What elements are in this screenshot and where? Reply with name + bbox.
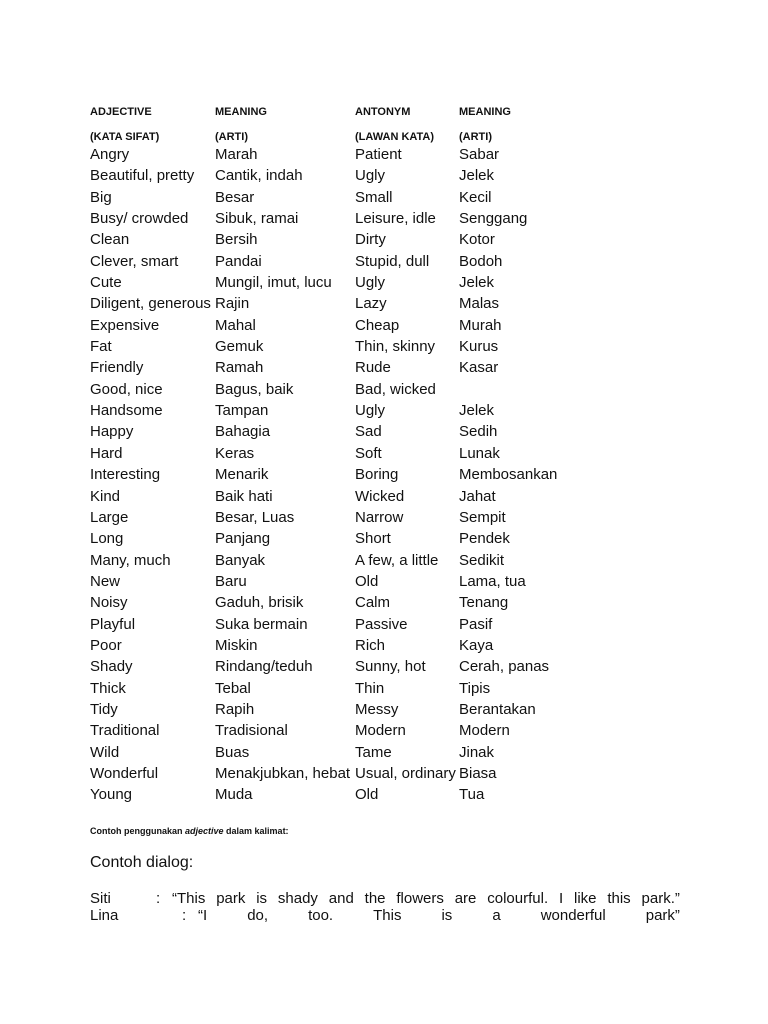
dialog-word: “I — [198, 907, 208, 924]
table-row — [0, 658, 768, 679]
header-antonym: ANTONYM — [355, 106, 411, 118]
antonym-cell: Sad — [355, 423, 382, 441]
dialog-speech — [198, 907, 680, 924]
meaning-cell: Tebal — [215, 679, 251, 697]
header-arti: (ARTI) — [215, 131, 248, 143]
dialog-word: is — [256, 890, 268, 907]
meaning-cell: Cantik, indah — [215, 167, 303, 185]
antonym-meaning-cell: Malas — [459, 295, 500, 313]
table-row — [0, 167, 768, 188]
table-row — [0, 488, 768, 509]
table-row — [0, 552, 768, 573]
antonym-meaning-cell: Modern — [459, 722, 510, 740]
antonym-meaning-cell: Cerah, panas — [459, 658, 550, 676]
antonym-meaning-cell: Tua — [459, 786, 485, 804]
dialog-word: This — [373, 907, 402, 924]
meaning-cell: Pandai — [215, 252, 262, 270]
dialog-word: is — [441, 907, 453, 924]
meaning-cell: Rajin — [215, 295, 250, 313]
antonym-meaning-cell: Kotor — [459, 231, 495, 249]
antonym-meaning-cell: Murah — [459, 316, 502, 334]
header-kata-sifat: (KATA SIFAT) — [90, 131, 160, 143]
dialog-speaker: Siti — [90, 890, 111, 907]
meaning-cell: Bagus, baik — [215, 380, 294, 398]
table-row — [0, 317, 768, 338]
meaning-cell: Rapih — [215, 700, 255, 718]
antonym-cell: Old — [355, 572, 379, 590]
usage-note-emphasis: adjective — [185, 826, 224, 836]
meaning-cell: Banyak — [215, 551, 266, 569]
antonym-meaning-cell: Pendek — [459, 530, 510, 548]
meaning-cell: Gemuk — [215, 338, 264, 356]
antonym-cell: Dirty — [355, 231, 386, 249]
antonym-meaning-cell: Pasif — [459, 615, 493, 633]
table-row — [0, 402, 768, 423]
table-row — [0, 295, 768, 316]
dialog-colon: : — [156, 890, 161, 907]
meaning-cell: Bahagia — [215, 423, 271, 441]
table-row — [0, 637, 768, 658]
antonym-meaning-cell: Kasar — [459, 359, 499, 377]
antonym-cell: Tame — [355, 743, 392, 761]
antonym-cell: Patient — [355, 146, 402, 163]
dialog-word: park” — [645, 907, 680, 924]
table-row — [0, 231, 768, 252]
meaning-cell: Miskin — [215, 636, 258, 654]
adjective-cell: Busy/ crowded — [90, 210, 189, 228]
antonym-cell: Ugly — [355, 402, 386, 420]
meaning-cell: Besar — [215, 188, 255, 206]
meaning-cell: Besar, Luas — [215, 508, 295, 526]
antonym-cell: Calm — [355, 594, 391, 612]
antonym-meaning-cell: Berantakan — [459, 700, 536, 718]
table-row — [0, 744, 768, 765]
adjective-cell: Good, nice — [90, 380, 163, 398]
antonym-cell: Thin — [355, 679, 385, 697]
dialog-speaker: Lina — [90, 907, 119, 924]
antonym-cell: Passive — [355, 615, 408, 633]
antonym-meaning-cell: Tipis — [459, 679, 491, 697]
antonym-meaning-cell: Kecil — [459, 188, 492, 206]
adjective-cell: Big — [90, 188, 112, 206]
header-adjective: ADJECTIVE — [90, 106, 152, 118]
header-arti-2: (ARTI) — [459, 131, 492, 143]
header-meaning: MEANING — [215, 106, 267, 118]
antonym-cell: A few, a little — [355, 551, 439, 569]
antonym-cell: Ugly — [355, 274, 386, 292]
meaning-cell: Muda — [215, 786, 253, 804]
adjective-cell: Young — [90, 786, 132, 804]
dialog-word: shady — [277, 890, 318, 907]
antonym-cell: Leisure, idle — [355, 210, 436, 228]
antonym-cell: Short — [355, 530, 391, 548]
antonym-cell: Narrow — [355, 508, 404, 526]
antonym-cell: Boring — [355, 466, 399, 484]
meaning-cell: Mahal — [215, 316, 256, 334]
table-row — [0, 445, 768, 466]
table-row — [0, 189, 768, 210]
antonym-meaning-cell: Jinak — [459, 743, 495, 761]
meaning-cell: Mungil, imut, lucu — [215, 274, 332, 292]
adjective-cell: Shady — [90, 658, 133, 676]
adjective-cell: Long — [90, 530, 124, 548]
table-row — [0, 573, 768, 594]
adjective-cell: Playful — [90, 615, 136, 633]
adjective-cell: Traditional — [90, 722, 160, 740]
table-row — [0, 253, 768, 274]
adjective-cell: Happy — [90, 423, 134, 441]
dialog-colon: : — [182, 907, 187, 924]
antonym-cell: Old — [355, 786, 379, 804]
antonym-meaning-cell: Kaya — [459, 636, 494, 654]
meaning-cell: Marah — [215, 146, 258, 163]
antonym-meaning-cell: Membosankan — [459, 466, 558, 484]
antonym-meaning-cell: Bodoh — [459, 252, 503, 270]
antonym-cell: Thin, skinny — [355, 338, 436, 356]
dialog-word: do, — [247, 907, 269, 924]
table-row — [0, 423, 768, 444]
adjective-cell: Clever, smart — [90, 252, 179, 270]
dialog-word: the — [364, 890, 386, 907]
antonym-cell: Rich — [355, 636, 386, 654]
meaning-cell: Buas — [215, 743, 250, 761]
table-row — [0, 359, 768, 380]
meaning-cell: Tradisional — [215, 722, 288, 740]
antonym-cell: Cheap — [355, 316, 400, 334]
adjective-cell: Expensive — [90, 316, 160, 334]
dialog-word: a — [492, 907, 501, 924]
adjective-cell: Beautiful, pretty — [90, 167, 195, 185]
antonym-cell: Messy — [355, 700, 399, 718]
antonym-meaning-cell: Kurus — [459, 338, 499, 356]
antonym-meaning-cell: Biasa — [459, 764, 497, 782]
meaning-cell: Suka bermain — [215, 615, 308, 633]
dialog-word: and — [328, 890, 354, 907]
dialog-word: I — [558, 890, 564, 907]
table-row — [0, 466, 768, 487]
antonym-cell: Bad, wicked — [355, 380, 436, 398]
meaning-cell: Tampan — [215, 402, 269, 420]
antonym-meaning-cell: Jelek — [459, 402, 495, 420]
adjective-cell: Many, much — [90, 551, 171, 569]
antonym-cell: Rude — [355, 359, 391, 377]
table-row — [0, 594, 768, 615]
meaning-cell: Gaduh, brisik — [215, 594, 304, 612]
dialog-word: wonderful — [540, 907, 606, 924]
adjective-cell: Thick — [90, 679, 126, 697]
meaning-cell: Panjang — [215, 530, 271, 548]
table-row — [0, 274, 768, 295]
antonym-meaning-cell: Jahat — [459, 487, 496, 505]
table-row — [0, 616, 768, 637]
dialog-word: park — [216, 890, 246, 907]
antonym-meaning-cell: Lunak — [459, 444, 500, 462]
antonym-cell: Soft — [355, 444, 382, 462]
antonym-cell: Sunny, hot — [355, 658, 426, 676]
antonym-cell: Usual, ordinary — [355, 764, 456, 782]
adjective-cell: Tidy — [90, 700, 118, 718]
adjective-cell: Noisy — [90, 594, 128, 612]
dialog-word: too. — [308, 907, 334, 924]
table-row — [0, 722, 768, 743]
antonym-cell: Wicked — [355, 487, 405, 505]
antonym-meaning-cell: Tenang — [459, 594, 509, 612]
meaning-cell: Menarik — [215, 466, 269, 484]
adjective-cell: Poor — [90, 636, 122, 654]
dialog-word: park.” — [641, 890, 680, 907]
antonym-meaning-cell: Sabar — [459, 146, 500, 163]
table-row — [0, 530, 768, 551]
meaning-cell: Bersih — [215, 231, 258, 249]
usage-note-after: dalam kalimat: — [223, 826, 289, 836]
usage-note — [90, 826, 289, 836]
adjective-cell: Angry — [90, 146, 130, 163]
usage-note-before: Contoh penggunakan — [90, 826, 185, 836]
dialog-word: “This — [172, 890, 206, 907]
dialog-speech — [172, 890, 680, 907]
meaning-cell: Keras — [215, 444, 255, 462]
antonym-meaning-cell: Jelek — [459, 167, 495, 185]
dialog-word: flowers — [396, 890, 444, 907]
dialog-word: this — [607, 890, 631, 907]
adjective-cell: Handsome — [90, 402, 163, 420]
adjective-cell: Large — [90, 508, 129, 526]
adjective-cell: Friendly — [90, 359, 144, 377]
antonym-meaning-cell: Lama, tua — [459, 572, 526, 590]
antonym-meaning-cell: Jelek — [459, 274, 495, 292]
adjective-cell: Clean — [90, 231, 130, 249]
antonym-cell: Stupid, dull — [355, 252, 430, 270]
adjective-cell: Kind — [90, 487, 121, 505]
adjective-cell: Fat — [90, 338, 112, 356]
table-row — [0, 146, 768, 167]
table-row — [0, 680, 768, 701]
adjective-cell: Wonderful — [90, 764, 159, 782]
meaning-cell: Sibuk, ramai — [215, 210, 299, 228]
adjective-cell: Diligent, generous — [90, 295, 211, 313]
table-row — [0, 509, 768, 530]
header-meaning-2: MEANING — [459, 106, 511, 118]
adjective-cell: Cute — [90, 274, 122, 292]
dialog-title: Contoh dialog: — [90, 854, 194, 871]
adjective-cell: New — [90, 572, 121, 590]
adjective-cell: Wild — [90, 743, 120, 761]
antonym-meaning-cell: Sempit — [459, 508, 506, 526]
antonym-meaning-cell: Sedikit — [459, 551, 505, 569]
antonym-meaning-cell: Senggang — [459, 210, 528, 228]
meaning-cell: Rindang/teduh — [215, 658, 313, 676]
antonym-meaning-cell: Sedih — [459, 423, 498, 441]
table-body — [0, 146, 768, 808]
adjective-cell: Interesting — [90, 466, 161, 484]
dialog-word: are — [454, 890, 477, 907]
antonym-cell: Ugly — [355, 167, 386, 185]
antonym-cell: Lazy — [355, 295, 387, 313]
dialog-word: like — [573, 890, 597, 907]
meaning-cell: Baru — [215, 572, 247, 590]
table-row — [0, 210, 768, 231]
meaning-cell: Menakjubkan, hebat — [215, 764, 351, 782]
dialog-word: colourful. — [487, 890, 549, 907]
table-row — [0, 338, 768, 359]
header-lawan-kata: (LAWAN KATA) — [355, 131, 435, 143]
table-row — [0, 786, 768, 807]
table-row — [0, 381, 768, 402]
meaning-cell: Ramah — [215, 359, 264, 377]
table-row — [0, 765, 768, 786]
table-row — [0, 701, 768, 722]
antonym-cell: Modern — [355, 722, 406, 740]
adjective-cell: Hard — [90, 444, 123, 462]
meaning-cell: Baik hati — [215, 487, 273, 505]
antonym-cell: Small — [355, 188, 393, 206]
